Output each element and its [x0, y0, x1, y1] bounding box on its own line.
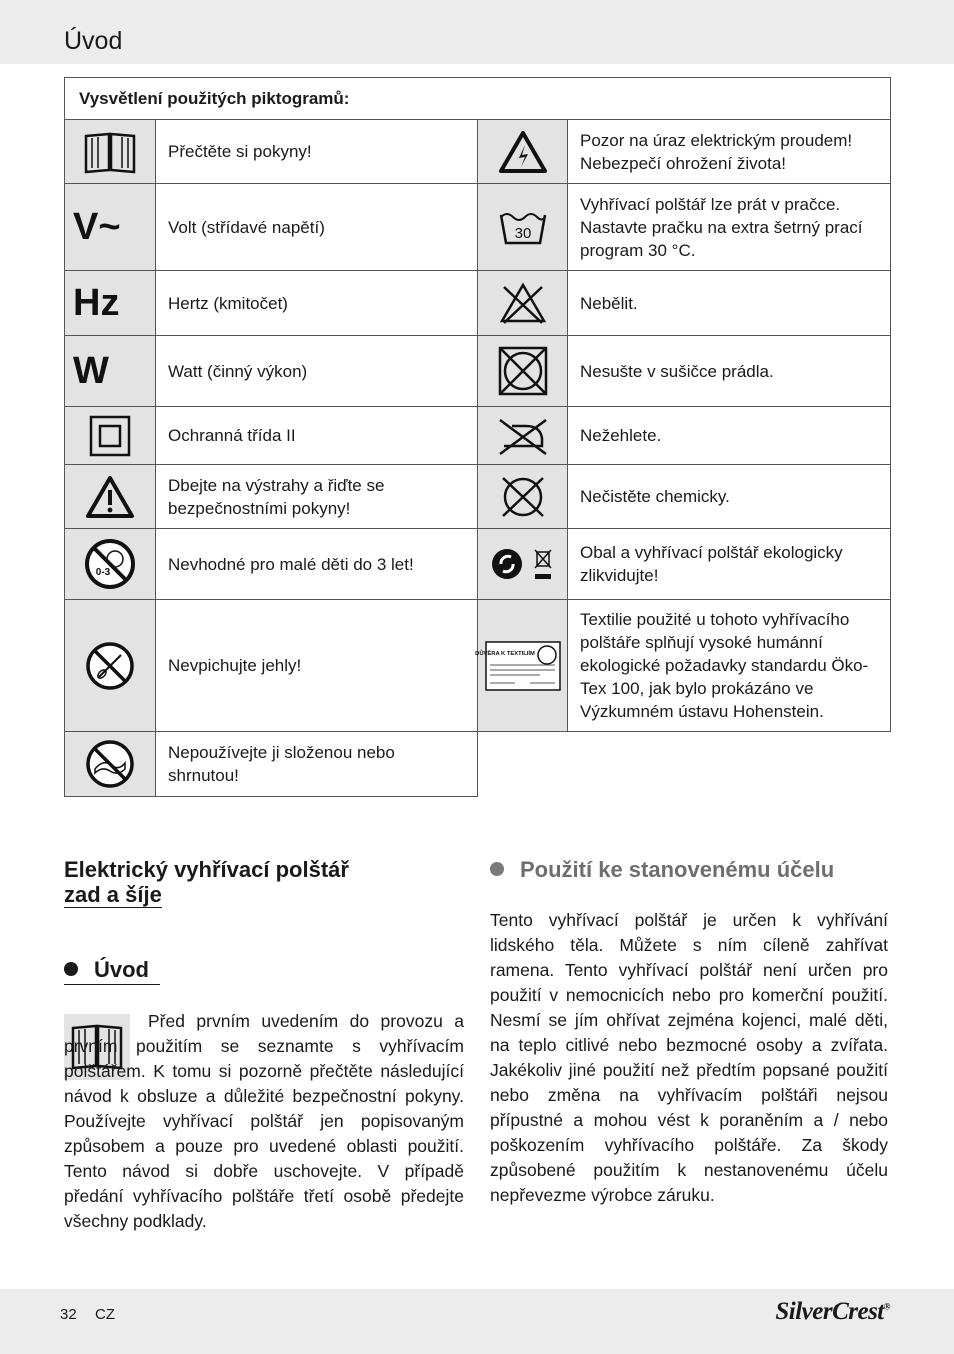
- table-cell: Obal a vyhřívací polštář ekologicky zlikvidujte!: [568, 529, 891, 600]
- table-cell: Ochranná třída II: [156, 407, 478, 465]
- pictogram-table: [64, 77, 891, 797]
- table-cell: Nežehlete.: [568, 407, 891, 465]
- no-children-under-3-icon: [65, 529, 156, 600]
- table-cell: Nepoužívejte ji složenou nebo shrnutou!: [156, 732, 478, 797]
- do-not-bleach-icon: [478, 271, 568, 336]
- table-cell: Nevpichujte jehly!: [156, 600, 478, 732]
- table-cell: Nečistěte chemicky.: [568, 465, 891, 529]
- table-cell: Nevhodné pro malé děti do 3 let!: [156, 529, 478, 600]
- no-needles-icon: [65, 600, 156, 732]
- hertz-symbol: Hz: [65, 271, 156, 336]
- warning-triangle-icon: [65, 465, 156, 529]
- volt-ac-symbol: V~: [65, 184, 156, 271]
- bullet-icon: [64, 962, 78, 976]
- table-cell: Watt (činný výkon): [156, 336, 478, 407]
- oeko-tex-label-icon: [474, 600, 568, 732]
- product-title: Elektrický vyhřívací polštář zad a šíje: [64, 857, 349, 907]
- wash-temperature-label: 30: [514, 225, 531, 242]
- page-title: Úvod: [64, 27, 123, 55]
- age-label: 0-3: [95, 567, 111, 578]
- do-not-dry-clean-icon: [478, 465, 568, 529]
- protection-class-ii-icon: [65, 407, 156, 465]
- electric-shock-warning-icon: [478, 120, 568, 184]
- do-not-tumble-dry-icon: [478, 336, 568, 407]
- table-cell: Hertz (kmitočet): [156, 271, 478, 336]
- table-cell: Vyhřívací polštář lze prát v pračce. Nastavte pračku na extra šetrný prací program 30 °C.: [568, 184, 891, 271]
- do-not-iron-icon: [478, 407, 568, 465]
- table-cell: Volt (střídavé napětí): [156, 184, 478, 271]
- brand-logo: SilverCrest®: [775, 1298, 890, 1325]
- watt-symbol: W: [65, 336, 156, 407]
- intended-use-paragraph: Tento vyhřívací polštář je určen k vyhřívání lidského těla. Můžete s ním cíleně zahřívat ramena. Tento vyhřívací polštář není určen pro použití v nemocnicích nebo pro komerční použití. Nesmí se jím ohřívat zejména kojenci, malé děti, na teplo citlivé nebo bezmocné osoby a zvířata. Jakékoliv jiné použití než předtím popsané použití nebo změna na vyhřívacím polštáři nejsou přípustné a mohou vést k poraněním a / nebo poškozením vyhřívacího polštáře. Za škody způsobené použitím k nestanovenému účelu nepřevezme výrobce záruku.: [490, 910, 888, 1205]
- table-cell: Nebělit.: [568, 271, 891, 336]
- table-heading: Vysvětlení použitých piktogramů:: [65, 78, 891, 120]
- table-cell: Pozor na úraz elektrickým proudem! Nebezpečí ohrožení života!: [568, 120, 891, 184]
- no-folded-use-icon: [65, 732, 156, 797]
- wash-30-icon: [478, 184, 568, 271]
- header-bar: [0, 0, 954, 64]
- language-code: CZ: [95, 1306, 115, 1323]
- table-cell: Přečtěte si pokyny!: [156, 120, 478, 184]
- intro-paragraph: Před prvním uvedením do provozu a prvním použitím se seznamte s vyhřívacím polštářem. K tomu si pozorně přečtěte následující návod k obsluze a důležité bezpečnostní pokyny. Používejte vyhřívací polštář jen popisovaným způsobem a pouze pro uvedené oblasti použití. Tento návod si dobře uschovejte. V případě předání vyhřívacího polštáře třetí osobě předejte všechny podklady.: [64, 1011, 464, 1231]
- intro-heading: Úvod: [64, 957, 160, 985]
- table-cell: Dbejte na výstrahy a řiďte se bezpečnostními pokyny!: [156, 465, 478, 529]
- intended-use-heading: Použití ke stanovenému účelu: [490, 857, 834, 882]
- bullet-icon: [490, 862, 504, 876]
- eco-disposal-icon: [478, 529, 568, 600]
- page-number: 32: [60, 1306, 77, 1323]
- table-cell: Textilie použité u tohoto vyhřívacího polštáře splňují vysoké humánní ekologické požadavky standardu Öko-Tex 100, jak bylo prokázáno ve Výzkumném ústavu Hohenstein.: [568, 600, 891, 732]
- read-instructions-book-icon: [65, 120, 156, 184]
- table-cell: Nesušte v sušičce prádla.: [568, 336, 891, 407]
- oeko-tex-label-text: DŮVĚRA K TEXTILIÍM: [474, 650, 535, 657]
